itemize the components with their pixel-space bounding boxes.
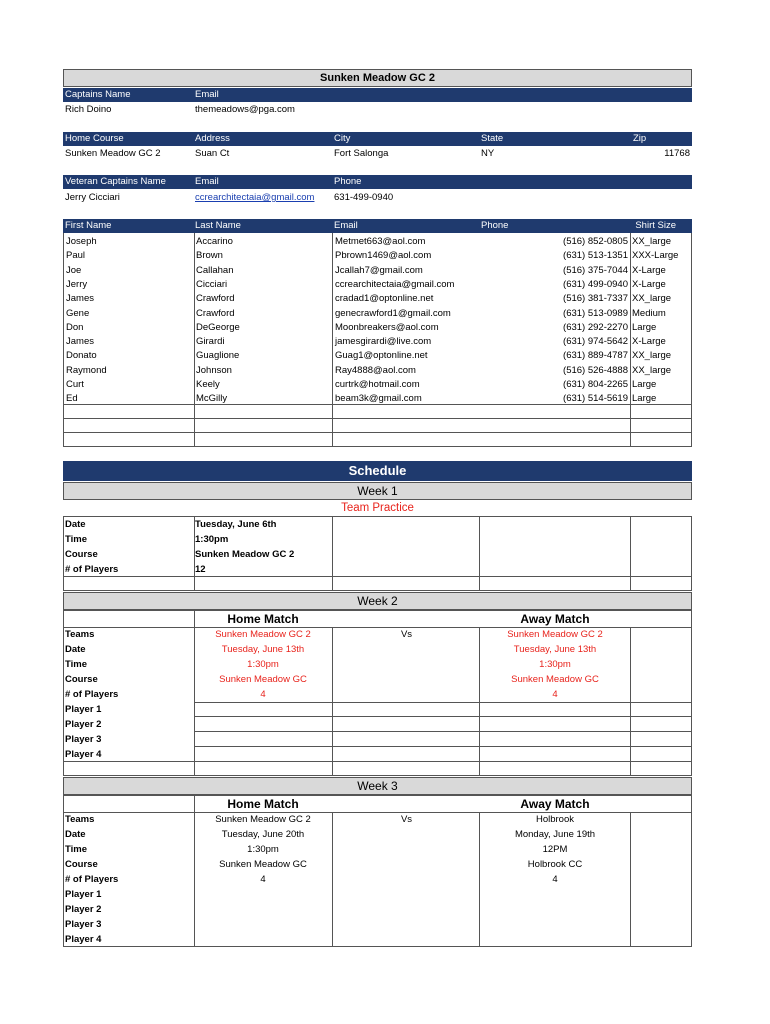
veteran-name: Jerry Cicciari: [65, 192, 120, 203]
week1-label: # of Players: [65, 564, 119, 575]
week3-away-value: 4: [552, 874, 558, 885]
email-cell[interactable]: Jcallah7@gmail.com: [335, 264, 423, 276]
phone-cell: (631) 513-0989: [563, 307, 628, 319]
last-name-cell: DeGeorge: [196, 321, 240, 333]
week3-label: Time: [65, 844, 88, 855]
first-name-cell: Gene: [66, 307, 90, 319]
col-header: Email: [195, 176, 219, 187]
last-name-cell: Girardi: [196, 336, 225, 348]
shirt-size-cell: Large: [632, 379, 657, 390]
email-cell[interactable]: Guag1@optonline.net: [335, 350, 428, 362]
week3-label: Course: [65, 859, 98, 870]
week1-value: Sunken Meadow GC 2: [195, 549, 295, 560]
captain-row: [63, 103, 692, 117]
week1-title: Week 1: [63, 482, 692, 500]
week3-label: Player 2: [65, 904, 102, 915]
phone-cell: (631) 514-5619: [563, 393, 628, 405]
week2-vs: Vs: [400, 629, 413, 640]
phone-cell: (631) 974-5642: [563, 336, 628, 348]
shirt-size-cell: Medium: [632, 307, 666, 319]
week3-label: Player 1: [65, 889, 102, 900]
week2-away-value: Sunken Meadow GC 2: [507, 629, 603, 640]
first-name-cell: Joe: [66, 264, 82, 276]
first-name-cell: Jerry: [66, 278, 88, 290]
week1-value: 12: [195, 564, 206, 575]
col-header: Email: [195, 89, 219, 100]
week2-home-value: 4: [260, 689, 266, 700]
week3-away-label: Away Match: [520, 797, 590, 811]
veteran-header: [63, 175, 692, 189]
email-cell[interactable]: Metmet663@aol.com: [335, 236, 426, 247]
week2-away-value: 1:30pm: [539, 659, 571, 670]
col-header: State: [481, 133, 504, 144]
first-name-cell: Raymond: [66, 364, 107, 376]
week2-label: Player 1: [65, 704, 102, 715]
week3-away-value: Holbrook CC: [527, 859, 583, 870]
week3-label: # of Players: [65, 874, 119, 885]
first-name-cell: James: [66, 336, 94, 348]
week2-away-value: Sunken Meadow GC: [511, 674, 599, 685]
week3-home-value: Sunken Meadow GC 2: [215, 814, 311, 825]
course-header: [63, 132, 692, 146]
last-name-cell: Crawford: [196, 307, 235, 319]
week2-label: Teams: [65, 629, 95, 640]
week3-home-value: Sunken Meadow GC: [219, 859, 307, 870]
city: Fort Salonga: [334, 148, 389, 159]
zip: 11768: [664, 148, 690, 159]
shirt-size-cell: Large: [632, 321, 657, 333]
sheet-title: Sunken Meadow GC 2: [63, 69, 692, 87]
schedule-title: Schedule: [63, 461, 692, 481]
shirt-size-cell: X-Large: [632, 336, 666, 348]
col-header: First Name: [65, 220, 112, 231]
last-name-cell: Brown: [196, 250, 223, 262]
week2-label: Player 3: [65, 734, 102, 745]
col-header: Captains Name: [65, 89, 131, 100]
shirt-size-cell: X-Large: [632, 264, 666, 276]
week3-label: Teams: [65, 814, 95, 825]
email-cell[interactable]: beam3k@gmail.com: [335, 393, 422, 405]
week2-home-label: Home Match: [227, 612, 299, 626]
home-course: Sunken Meadow GC 2: [65, 148, 161, 159]
week2-away-label: Away Match: [520, 612, 590, 626]
week3-away-value: Monday, June 19th: [514, 829, 596, 840]
week2-away-value: 4: [552, 689, 558, 700]
col-header: Zip: [633, 133, 647, 144]
phone-cell: (631) 889-4787: [563, 350, 628, 362]
week1-table: [63, 516, 692, 591]
week3-label: Player 4: [65, 934, 102, 945]
first-name-cell: Paul: [66, 250, 86, 262]
course-row: [63, 147, 692, 161]
captain-name: Rich Doino: [65, 104, 112, 115]
address: Suan Ct: [195, 148, 230, 159]
email-cell[interactable]: Pbrown1469@aol.com: [335, 250, 432, 262]
week2-label: Time: [65, 659, 88, 670]
shirt-size-cell: X-Large: [632, 278, 666, 290]
week3-label: Date: [65, 829, 86, 840]
phone-cell: (516) 381-7337: [563, 293, 628, 305]
first-name-cell: Donato: [66, 350, 97, 362]
week2-title: Week 2: [63, 592, 692, 610]
week2-away-value: Tuesday, June 13th: [513, 644, 597, 655]
first-name-cell: Ed: [66, 393, 78, 405]
week1-value: 1:30pm: [195, 534, 229, 545]
phone-cell: (516) 375-7044: [563, 264, 628, 276]
shirt-size-cell: XX_large: [632, 364, 672, 376]
shirt-size-cell: XX_large: [632, 236, 672, 247]
state: NY: [481, 148, 495, 159]
week3-home-label: Home Match: [227, 797, 299, 811]
first-name-cell: James: [66, 293, 94, 305]
email-cell[interactable]: Moonbreakers@aol.com: [335, 321, 439, 333]
week1-label: Time: [65, 534, 88, 545]
phone-cell: (631) 499-0940: [563, 278, 628, 290]
phone-cell: (631) 804-2265: [563, 379, 628, 390]
last-name-cell: Guaglione: [196, 350, 240, 362]
col-header: Address: [195, 133, 230, 144]
email-cell[interactable]: Ray4888@aol.com: [335, 364, 416, 376]
week3-title: Week 3: [63, 777, 692, 795]
week2-label: Player 2: [65, 719, 102, 730]
week2-home-value: 1:30pm: [247, 659, 279, 670]
last-name-cell: Keely: [196, 379, 220, 390]
week1-subtitle: Team Practice: [341, 502, 414, 514]
first-name-cell: Don: [66, 321, 84, 333]
week2-home-value: Sunken Meadow GC 2: [215, 629, 311, 640]
shirt-size-cell: XX_large: [632, 350, 672, 362]
week1-label: Course: [65, 549, 98, 560]
col-header: Veteran Captains Name: [65, 176, 166, 187]
week2-home-value: Tuesday, June 13th: [221, 644, 305, 655]
email-cell[interactable]: jamesgirardi@live.com: [335, 336, 432, 348]
shirt-size-cell: XX_large: [632, 293, 672, 305]
roster-table: [63, 233, 692, 447]
last-name-cell: Crawford: [196, 293, 235, 305]
email-cell[interactable]: ccrearchitectaia@gmail.com: [335, 278, 455, 290]
week3-home-value: 4: [260, 874, 266, 885]
last-name-cell: Accarino: [196, 236, 233, 247]
week3-away-value: Holbrook: [535, 814, 575, 825]
week3-vs: Vs: [400, 814, 413, 825]
veteran-phone: 631-499-0940: [334, 192, 394, 203]
week3-label: Player 3: [65, 919, 102, 930]
week3-away-value: 12PM: [542, 844, 568, 855]
shirt-size-cell: XXX-Large: [632, 250, 679, 262]
week2-label: Player 4: [65, 749, 102, 760]
roster-header: [63, 219, 692, 233]
week2-home-value: Sunken Meadow GC: [219, 674, 307, 685]
col-header: Phone: [481, 220, 509, 231]
veteran-email-link[interactable]: ccrearchitectaia@gmail.com: [195, 192, 315, 203]
first-name-cell: Joseph: [66, 236, 97, 247]
veteran-row: [63, 191, 692, 205]
col-header: Phone: [334, 176, 362, 187]
phone-cell: (516) 526-4888: [563, 364, 628, 376]
shirt-size-cell: Large: [632, 393, 657, 405]
phone-cell: (631) 513-1351: [563, 250, 628, 262]
col-header: Email: [334, 220, 358, 231]
email-cell[interactable]: genecrawford1@gmail.com: [335, 307, 451, 319]
email-cell[interactable]: cradad1@optonline.net: [335, 293, 434, 305]
col-header: Last Name: [195, 220, 241, 231]
col-header: Shirt Size: [635, 220, 676, 231]
email-cell[interactable]: curtrk@hotmail.com: [335, 379, 420, 390]
last-name-cell: Callahan: [196, 264, 234, 276]
phone-cell: (631) 292-2270: [563, 321, 628, 333]
col-header: City: [334, 133, 351, 144]
week3-home-value: Tuesday, June 20th: [221, 829, 305, 840]
week2-label: Course: [65, 674, 98, 685]
week2-label: # of Players: [65, 689, 119, 700]
last-name-cell: McGilly: [196, 393, 228, 405]
last-name-cell: Johnson: [196, 364, 232, 376]
captain-header: [63, 88, 692, 102]
captain-email[interactable]: themeadows@pga.com: [195, 104, 295, 115]
week3-home-value: 1:30pm: [247, 844, 279, 855]
week1-value: Tuesday, June 6th: [195, 519, 277, 530]
week1-label: Date: [65, 519, 86, 530]
first-name-cell: Curt: [66, 379, 84, 390]
phone-cell: (516) 852-0805: [563, 236, 628, 247]
col-header: Home Course: [65, 133, 124, 144]
week2-label: Date: [65, 644, 86, 655]
last-name-cell: Cicciari: [196, 278, 228, 290]
